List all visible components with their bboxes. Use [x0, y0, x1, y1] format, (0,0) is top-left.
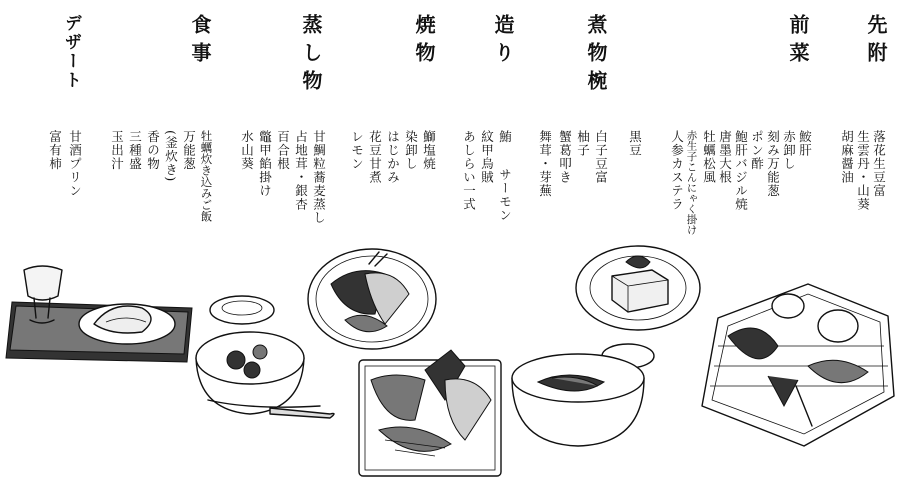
- menu-item: 牡蠣松風: [701, 130, 717, 184]
- menu-item: 鼈甲餡掛け: [257, 130, 273, 198]
- menu-item: 鮟肝: [797, 130, 813, 157]
- mushimono-illustration: [305, 244, 440, 354]
- menu-item: 甘鯛粒蕎麦蒸し: [311, 130, 327, 225]
- section-title-sakizuke: 先附: [864, 14, 888, 70]
- sakizuke-zensai-plate-illustration: [688, 276, 898, 456]
- section-title-tsukuri: 造り: [491, 14, 515, 70]
- menu-item: 赤卸し: [781, 130, 797, 171]
- menu-item: 刻み万能葱: [765, 130, 781, 198]
- dessert-illustration: [2, 262, 202, 372]
- menu-item: 紋甲烏賊: [479, 130, 495, 184]
- tsukuri-illustration: [508, 338, 658, 448]
- section-title-shokuji: 食事: [188, 14, 212, 70]
- menu-item: 黒豆: [627, 130, 643, 157]
- section-title-mushimono: 蒸し物: [299, 14, 323, 98]
- menu-item: (釜炊き): [163, 130, 179, 183]
- menu-item: 胡麻醤油: [839, 130, 855, 184]
- menu-item: 染卸し: [403, 130, 419, 171]
- yakimono-illustration: [355, 340, 505, 480]
- menu-item: 鮑肝バジル焼: [733, 130, 749, 211]
- menu-item: 玉出汁: [109, 130, 125, 171]
- menu-item: 富有柿: [47, 130, 63, 171]
- menu-item: 柚子: [575, 130, 591, 157]
- menu-item: 百合根: [275, 130, 291, 171]
- menu-item: レモン: [349, 130, 365, 171]
- section-title-zensai: 前菜: [786, 14, 810, 70]
- section-title-dessert: デザート: [61, 14, 81, 90]
- menu-item: 香の物: [145, 130, 161, 171]
- menu-item: 鮪: [497, 130, 513, 144]
- menu-item: 舞茸・芽蕪: [537, 130, 553, 198]
- menu-item: 三種盛: [127, 130, 143, 171]
- menu-item: 甘酒プリン: [67, 130, 83, 198]
- menu-item: 占地茸・銀杏: [293, 130, 309, 211]
- menu-item: 牡蠣炊き込みご飯: [199, 130, 214, 222]
- menu-item: はじかみ: [385, 130, 401, 184]
- menu-item: 万能葱: [181, 130, 197, 171]
- menu-item: 蟹葛叩き: [557, 130, 573, 184]
- section-title-yakimono: 焼物: [412, 14, 436, 70]
- menu-item: 唐墨大根: [717, 130, 733, 184]
- menu-item: 赤生子こんにゃく掛け: [685, 130, 698, 235]
- menu-item: 水山葵: [239, 130, 255, 171]
- menu-item: 白子豆富: [593, 130, 609, 184]
- menu-item: サーモン: [497, 168, 513, 222]
- menu-item: 花豆甘煮: [367, 130, 383, 184]
- menu-item: 鰤塩焼: [421, 130, 437, 171]
- menu-item: ポン酢: [749, 130, 765, 171]
- menu-item: 人参カステラ: [669, 130, 685, 211]
- nimonowan-illustration: [572, 240, 707, 335]
- menu-item: あしらい一式: [461, 130, 477, 211]
- menu-item: 生雲丹・山葵: [855, 130, 871, 211]
- menu-item: 落花生豆富: [871, 130, 887, 198]
- section-title-nimonowan: 煮物椀: [584, 14, 608, 98]
